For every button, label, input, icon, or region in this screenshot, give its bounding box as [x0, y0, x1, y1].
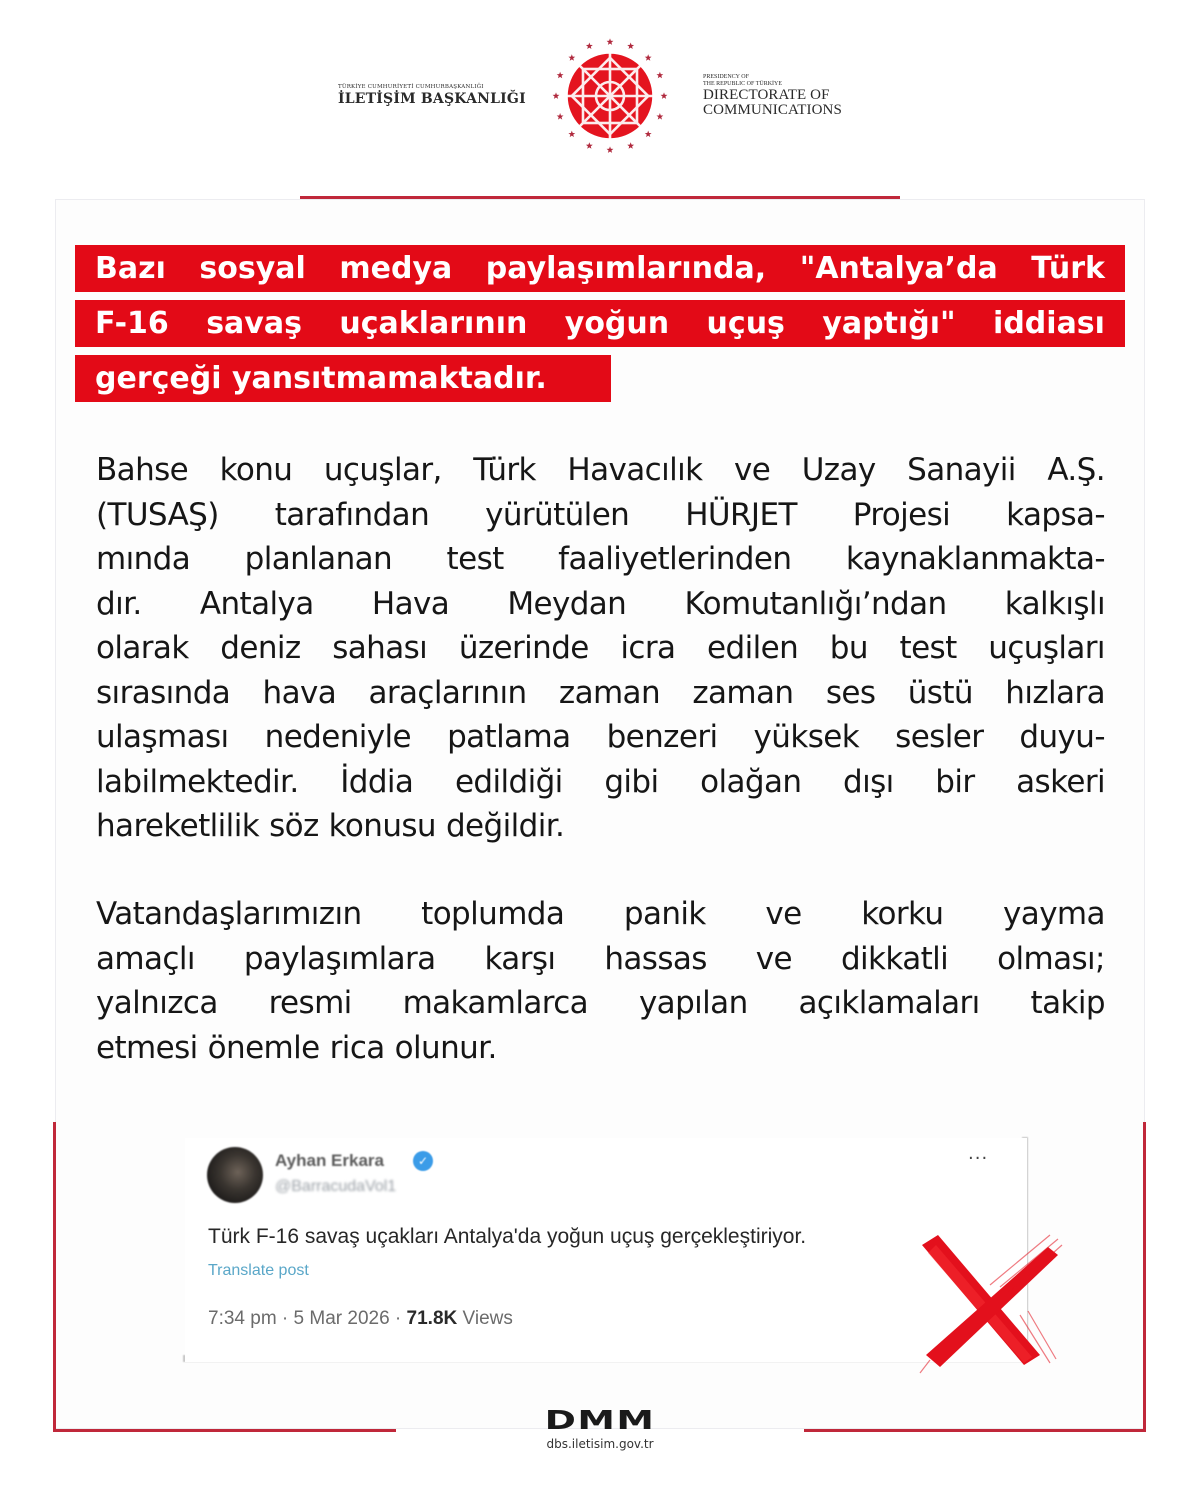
body-word: konu [219, 452, 293, 488]
body-line [96, 760, 1105, 805]
frame-bottom-right-border [804, 1429, 1146, 1432]
body-word: A.Ş. [1047, 452, 1105, 488]
body-word: kaynaklanmakta- [845, 541, 1105, 577]
body-word: faaliyetlerinden [558, 541, 792, 577]
body-word: benzeri [606, 719, 718, 755]
org-en-subtitle-1: PRESIDENCY OF [703, 74, 749, 80]
headline-word: yaptığı" [822, 306, 956, 341]
body-word: korku [861, 896, 944, 932]
verified-badge-icon: ✓ [413, 1151, 433, 1171]
tweet-timestamp: 7:34 pm · 5 Mar 2026 · [208, 1308, 407, 1329]
headline-word: sosyal [199, 251, 306, 286]
body-word: zaman [558, 674, 661, 711]
body-line [96, 892, 1105, 937]
body-word: Projesi [852, 496, 951, 533]
body-line [96, 981, 1105, 1026]
tweet-author-name: Ayhan Erkara [275, 1151, 384, 1170]
body-word: Uzay [801, 452, 876, 488]
body-word: Vatandaşlarımızın [96, 896, 362, 932]
headline-word: Türk [1031, 251, 1105, 286]
body-word: ve [734, 452, 771, 488]
body-word: ve [765, 896, 802, 932]
body-line [96, 671, 1105, 716]
body-word: paylaşımlara [243, 940, 436, 977]
false-claim-cross-icon [900, 1215, 1070, 1375]
tweet-views-count: 71.8K [406, 1308, 458, 1329]
headline-word: iddiası [993, 306, 1105, 341]
headline-line-1 [75, 245, 1125, 292]
tweet-meta [208, 1308, 513, 1330]
body-word: Komutanlığı’ndan [684, 585, 947, 622]
body-line [96, 626, 1105, 671]
body-word: gibi [604, 763, 659, 800]
body-word: yüksek [753, 719, 860, 755]
body-line [96, 448, 1105, 493]
body-line [96, 582, 1105, 627]
body-word: olarak [96, 630, 189, 666]
frame-bottom-left-border [53, 1429, 396, 1432]
body-line [96, 493, 1105, 538]
body-word: söz [269, 808, 319, 844]
body-word: (TUSAŞ) [96, 496, 219, 533]
headline-word: medya [339, 251, 453, 286]
body-word: makamlarca [402, 985, 589, 1021]
body-word: dikkatli [840, 940, 949, 977]
body-word: karşı [484, 940, 556, 977]
body-word: ulaşması [96, 719, 229, 755]
body-word: hava [262, 674, 337, 711]
body-word: yapılan [638, 985, 748, 1021]
body-word: dışı [843, 763, 894, 800]
headline-word: F-16 [95, 306, 169, 341]
org-name-turkish [338, 84, 526, 107]
org-en-subtitle-2: THE REPUBLIC OF TÜRKİYE [703, 81, 783, 87]
body-word: icra [620, 630, 676, 666]
body-word: zaman [692, 674, 794, 711]
org-en-title-1: DIRECTORATE OF [703, 87, 830, 103]
org-name-english [703, 74, 842, 118]
body-line [96, 715, 1105, 760]
body-word: test [446, 541, 504, 577]
body-word: olunur. [394, 1029, 497, 1066]
body-word: tarafından [274, 496, 430, 533]
body-word: bir [935, 763, 975, 800]
headline-word: yoğun [564, 306, 670, 341]
body-word: duyu- [1019, 719, 1105, 755]
body-word: açıklamaları [798, 985, 980, 1021]
body-word: rica [329, 1029, 385, 1066]
body-word: olması; [997, 940, 1105, 977]
body-word: konusu [328, 808, 436, 844]
body-word: toplumda [421, 896, 565, 932]
body-word: araçlarının [368, 674, 527, 711]
headline-word: uçuş [706, 306, 785, 341]
body-word: panik [623, 896, 706, 932]
body-word: etmesi [96, 1029, 198, 1066]
body-line [96, 804, 1105, 849]
org-en-title-2: COMMUNICATIONS [703, 102, 842, 118]
headline-word: uçaklarının [339, 306, 528, 341]
body-paragraph-2 [96, 892, 1105, 1070]
body-line [96, 1026, 1105, 1071]
body-word: değildir. [445, 808, 565, 844]
body-word: Havacılık [567, 452, 703, 488]
body-word: mında [96, 541, 191, 577]
org-tr-title: İLETİŞİM BAŞKANLIĞI [338, 91, 526, 107]
body-word: kapsa- [1006, 496, 1105, 533]
body-word: İddia [340, 763, 414, 800]
body-word: resmi [268, 985, 352, 1021]
tweet-views-label: Views [457, 1308, 513, 1329]
body-word: sırasında [96, 674, 231, 711]
body-word: bu [829, 630, 868, 666]
body-word: planlanan [244, 541, 393, 577]
body-line [96, 937, 1105, 982]
body-word: üstü [907, 674, 973, 711]
body-word: kalkışlı [1004, 585, 1105, 622]
tweet-handle: @BarracudaVol1 [275, 1178, 397, 1195]
body-word: yalnızca [96, 985, 218, 1021]
dmm-logo: DMM [544, 1406, 656, 1436]
body-word: Türk [473, 452, 536, 488]
footer-url: dbs.iletisim.gov.tr [546, 1437, 654, 1451]
presidency-emblem-icon [550, 36, 670, 156]
headline-word: savaş [206, 306, 302, 341]
body-word: yayma [1003, 896, 1105, 932]
headline-word: "Antalya’da [799, 251, 998, 286]
body-word: uçuşları [988, 630, 1105, 666]
body-word: üzerinde [458, 630, 589, 666]
body-word: sahası [332, 630, 428, 666]
body-word: dır. [96, 585, 142, 622]
headline-word: paylaşımlarında, [485, 251, 767, 286]
frame-left-border [53, 1122, 56, 1432]
avatar [207, 1147, 263, 1203]
body-word: HÜRJET [685, 496, 797, 533]
body-word: hızlara [1005, 674, 1105, 711]
translate-post-link: Translate post [208, 1262, 309, 1279]
body-word: test [899, 630, 957, 666]
body-word: nedeniyle [264, 719, 412, 755]
header [0, 0, 1200, 175]
body-word: edilen [707, 630, 799, 666]
body-word: yürütülen [485, 496, 630, 533]
body-line [96, 537, 1105, 582]
org-tr-subtitle: TÜRKİYE CUMHURİYETİ CUMHURBAŞKANLIĞI [338, 84, 484, 90]
body-word: hassas [604, 940, 707, 977]
body-word: edildiği [454, 763, 563, 800]
body-word: takip [1030, 985, 1105, 1021]
body-word: ses [825, 674, 876, 711]
body-word: olağan [700, 763, 802, 800]
body-word: ve [755, 940, 793, 977]
headline-line-2 [75, 300, 1125, 347]
body-word: amaçlı [96, 940, 195, 977]
body-word: Sanayii [907, 452, 1016, 488]
frame-right-border [1143, 1122, 1146, 1432]
body-word: sesler [895, 719, 984, 755]
tweet-text: Türk F-16 savaş uçakları Antalya'da yoğun uçuş gerçekleştiriyor. [208, 1225, 807, 1248]
body-word: Antalya [199, 585, 314, 622]
body-paragraph-1 [96, 448, 1105, 849]
body-word: uçuşlar, [323, 452, 442, 488]
headline-word: Bazı [95, 251, 166, 286]
body-word: Hava [371, 585, 450, 622]
body-word: Bahse [96, 452, 189, 488]
body-word: hareketlilik [96, 808, 260, 844]
more-options-icon: ··· [968, 1148, 989, 1169]
body-word: Meydan [507, 585, 627, 622]
body-word: labilmektedir. [96, 763, 299, 800]
body-word: deniz [220, 630, 301, 666]
body-word: askeri [1016, 763, 1105, 800]
headline-line-3: gerçeği yansıtmamaktadır. [75, 355, 611, 402]
body-word: patlama [447, 719, 571, 755]
body-word: önemle [207, 1029, 320, 1066]
